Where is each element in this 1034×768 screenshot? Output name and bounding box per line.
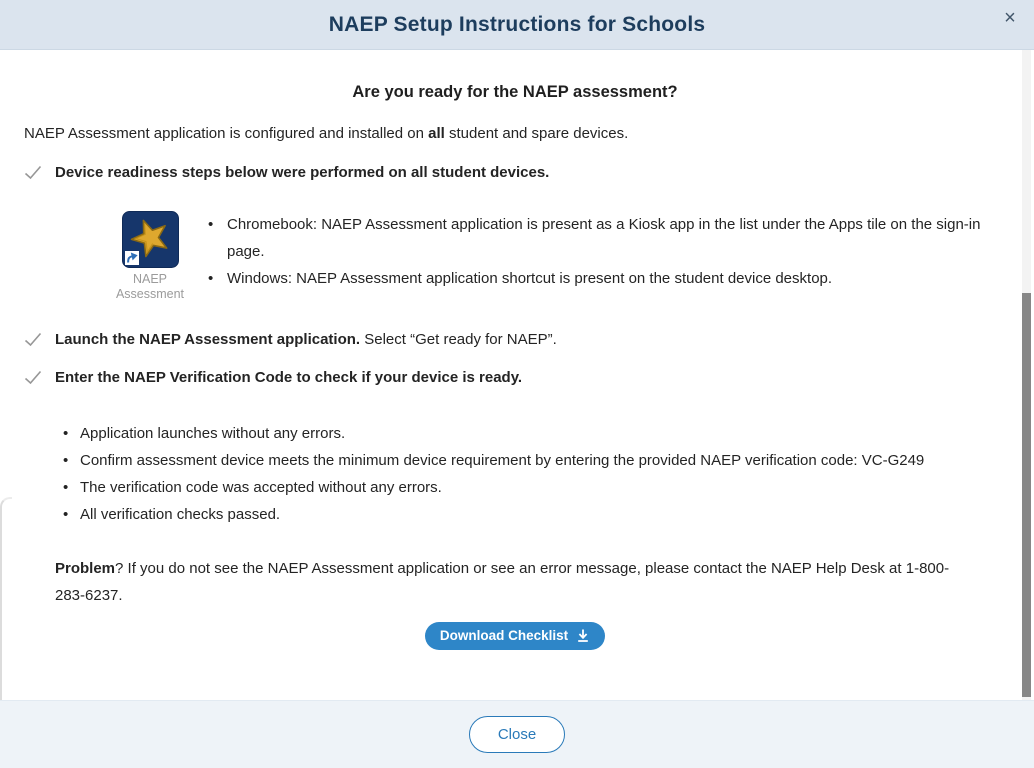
check-item-text: Launch the NAEP Assessment application. Select “Get ready for NAEP”.: [55, 331, 557, 348]
checkmark-icon: [24, 159, 55, 180]
scrollbar-track[interactable]: [1022, 50, 1031, 700]
list-item: • All verification checks passed.: [63, 501, 1006, 528]
check-item-launch-app: [24, 326, 1006, 353]
download-icon: [576, 628, 590, 643]
modal-body: [0, 50, 1034, 700]
scrollbar-thumb[interactable]: [1022, 293, 1031, 697]
modal-header: [0, 0, 1034, 50]
intro-text-post: student and spare devices.: [444, 125, 629, 142]
list-item: • Application launches without any errors.: [63, 420, 1006, 447]
check-item-text: Device readiness steps below were performed on all student devices.: [55, 164, 550, 181]
checkmark-icon: [24, 364, 55, 385]
naep-app-icon-block: [115, 211, 185, 302]
list-item: • The verification code was accepted without any errors.: [63, 474, 1006, 501]
problem-paragraph: [55, 555, 977, 609]
list-item: • Windows: NAEP Assessment application shortcut is present on the student device desktop.: [208, 265, 1006, 292]
modal-title: NAEP Setup Instructions for Schools: [328, 12, 706, 36]
modal-footer: [0, 700, 1034, 768]
intro-text-bold: all: [428, 125, 445, 142]
verification-bullet-list: [63, 420, 1006, 528]
download-button-row: [24, 622, 1006, 650]
checkmark-icon: [24, 326, 55, 347]
naep-assessment-app-icon: [122, 211, 179, 268]
list-item: • Confirm assessment device meets the minimum device requirement by entering the provided NAEP verification code: VC-G249: [63, 447, 1006, 474]
close-icon[interactable]: ×: [996, 4, 1024, 32]
question-heading: Are you ready for the NAEP assessment?: [352, 83, 678, 101]
device-readiness-detail: [115, 211, 1006, 302]
intro-paragraph: [24, 120, 1006, 147]
check-item-text: Enter the NAEP Verification Code to check if your device is ready.: [55, 369, 523, 386]
app-icon-caption: NAEP Assessment: [115, 272, 185, 301]
problem-text: ? If you do not see the NAEP Assessment application or see an error message, please contact the NAEP Help Desk at 1-800-283-6237.: [55, 560, 950, 604]
device-bullet-list: [208, 211, 1006, 292]
intro-text-pre: NAEP Assessment application is configured and installed on: [24, 125, 429, 142]
problem-label: Problem: [55, 560, 116, 577]
close-button[interactable]: Close: [469, 716, 565, 753]
download-checklist-button[interactable]: Download Checklist: [425, 622, 605, 650]
list-item: • Chromebook: NAEP Assessment application is present as a Kiosk app in the list under the Apps tile on the sign-in page.: [208, 211, 1006, 265]
check-item-device-readiness: [24, 159, 1006, 186]
check-item-verification-code: [24, 364, 1006, 391]
shortcut-arrow-badge: [125, 251, 139, 265]
